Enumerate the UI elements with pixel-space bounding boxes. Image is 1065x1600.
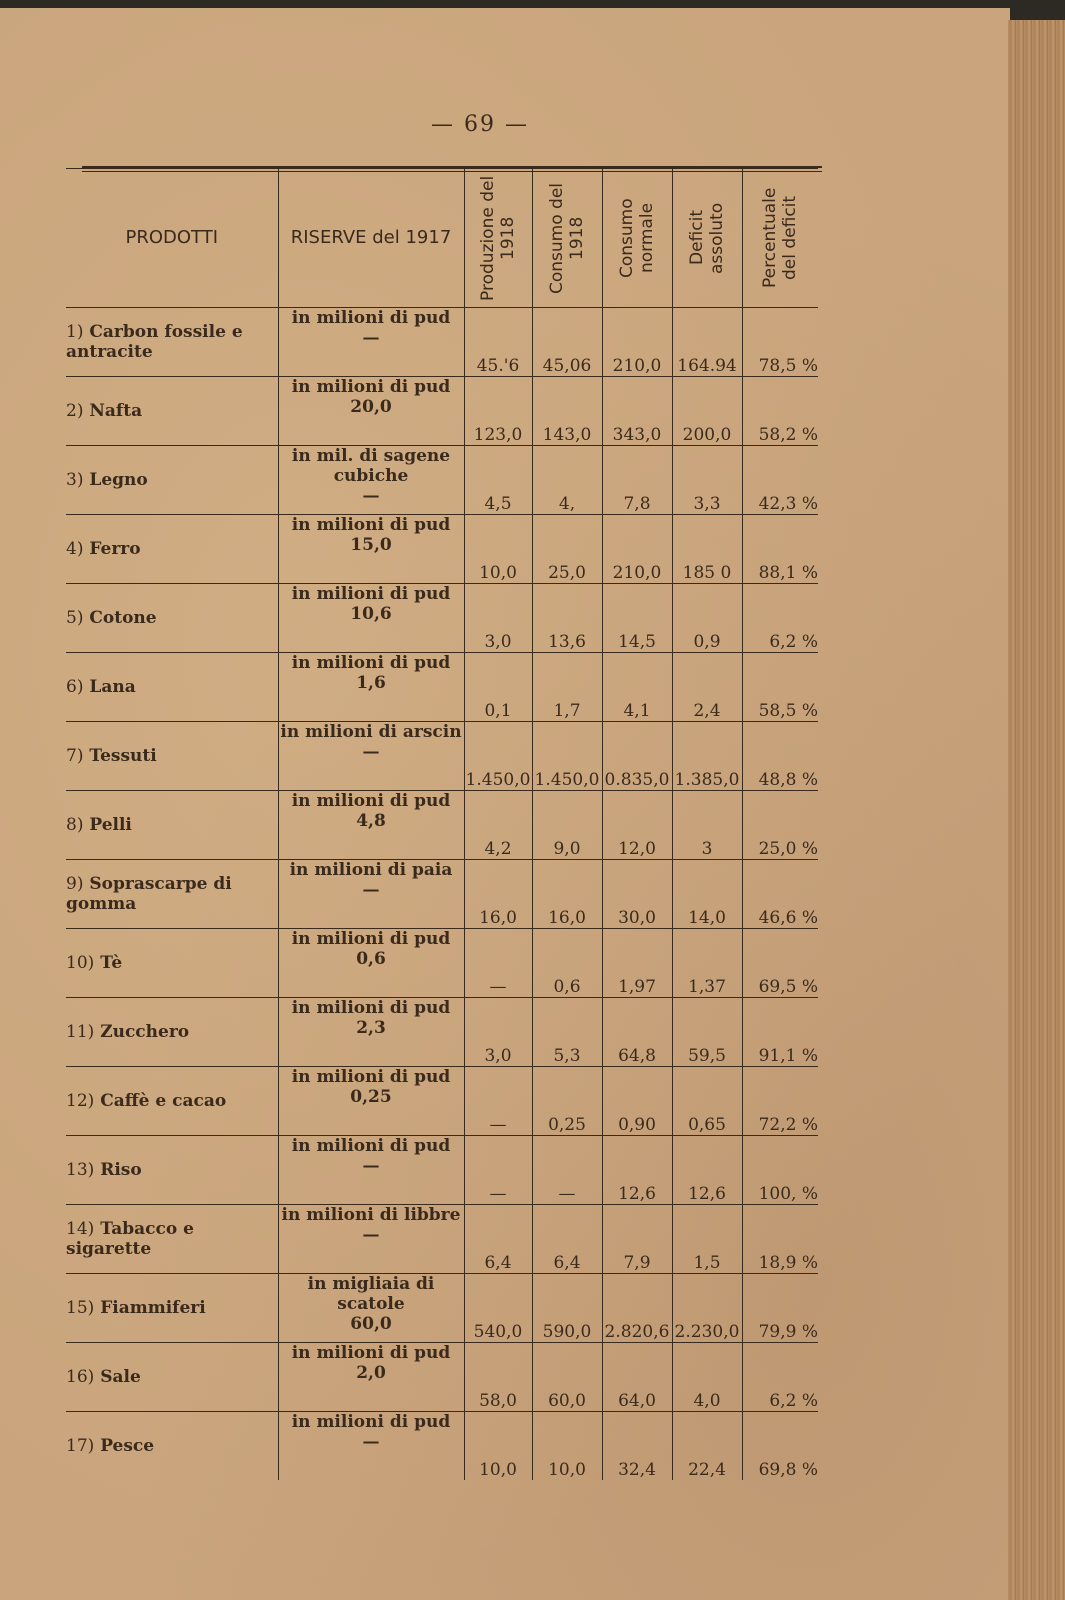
- reserve-value: 20,0: [350, 397, 392, 417]
- reserve-value: 2,3: [356, 1018, 386, 1038]
- deficit-cell: 3,3: [672, 446, 742, 515]
- product-name: Caffè e cacao: [100, 1091, 227, 1111]
- consumo-normale-cell: 1,97: [602, 929, 672, 998]
- consumo-1918-cell: 4,: [532, 446, 602, 515]
- reserve-unit: in milioni di pud: [291, 377, 451, 397]
- table-row: [66, 1205, 818, 1274]
- consumo-1918-cell: 25,0: [532, 515, 602, 584]
- reserve-unit: in milioni di pud: [291, 1136, 451, 1156]
- consumo-1918-cell: 10,0: [532, 1412, 602, 1481]
- percent-cell: 58,2 %: [742, 377, 818, 446]
- product-name: Nafta: [89, 401, 143, 421]
- produzione-cell: 6,4: [464, 1205, 532, 1274]
- reserve-unit: in milioni di pud: [291, 791, 451, 811]
- percent-cell: 48,8 %: [742, 722, 818, 791]
- reserve-cell: [278, 308, 464, 377]
- percent-cell: 18,9 %: [742, 1205, 818, 1274]
- row-number: 7): [66, 746, 84, 766]
- produzione-cell: 3,0: [464, 584, 532, 653]
- table-header: [66, 169, 818, 308]
- consumo-normale-cell: 0,90: [602, 1067, 672, 1136]
- percent-cell: 91,1 %: [742, 998, 818, 1067]
- product-cell: [66, 860, 278, 929]
- page-edge: [1008, 20, 1065, 1600]
- deficit-cell: 12,6: [672, 1136, 742, 1205]
- consumo-1918-cell: 1.450,0: [532, 722, 602, 791]
- product-name: Tè: [100, 953, 123, 973]
- deficit-cell: 185 0: [672, 515, 742, 584]
- reserve-cell: [278, 722, 464, 791]
- deficit-cell: 1,5: [672, 1205, 742, 1274]
- product-cell: [66, 1274, 278, 1343]
- table-row: [66, 584, 818, 653]
- deficit-cell: 4,0: [672, 1343, 742, 1412]
- deficit-cell: 0,65: [672, 1067, 742, 1136]
- produzione-cell: 3,0: [464, 998, 532, 1067]
- product-name: Lana: [89, 677, 136, 697]
- consumo-normale-cell: 32,4: [602, 1412, 672, 1481]
- product-name: Sale: [100, 1367, 141, 1387]
- product-cell: [66, 308, 278, 377]
- reserve-value: 2,0: [356, 1363, 386, 1383]
- reserve-unit: in milioni di libbre: [281, 1205, 461, 1225]
- reserve-value: —: [362, 742, 380, 762]
- reserve-unit: in milioni di pud: [291, 308, 451, 328]
- reserve-cell: [278, 1412, 464, 1481]
- reserve-cell: [278, 1274, 464, 1343]
- table-body: [66, 308, 818, 1481]
- reserve-value: —: [362, 880, 380, 900]
- consumo-1918-cell: 45,06: [532, 308, 602, 377]
- percent-cell: 46,6 %: [742, 860, 818, 929]
- product-cell: [66, 653, 278, 722]
- page-number: — 69 —: [431, 112, 529, 137]
- table-row: [66, 1412, 818, 1481]
- percent-cell: 25,0 %: [742, 791, 818, 860]
- deficit-cell: 2.230,0: [672, 1274, 742, 1343]
- table-row: [66, 1067, 818, 1136]
- reserve-cell: [278, 791, 464, 860]
- reserve-cell: [278, 446, 464, 515]
- row-number: 4): [66, 539, 84, 559]
- consumo-1918-cell: 0,25: [532, 1067, 602, 1136]
- percent-cell: 6,2 %: [742, 1343, 818, 1412]
- produzione-cell: 45.'6: [464, 308, 532, 377]
- product-cell: [66, 515, 278, 584]
- table-row: [66, 860, 818, 929]
- produzione-cell: 58,0: [464, 1343, 532, 1412]
- reserve-value: —: [362, 1156, 380, 1176]
- reserve-unit: in mil. di sagene cubiche: [291, 446, 451, 486]
- consumo-normale-cell: 7,9: [602, 1205, 672, 1274]
- reserve-unit: in milioni di pud: [291, 1412, 451, 1432]
- header-percentuale-deficit: Percentuale del deficit: [742, 169, 818, 308]
- reserve-cell: [278, 653, 464, 722]
- produzione-cell: 10,0: [464, 515, 532, 584]
- row-number: 13): [66, 1160, 95, 1180]
- row-number: 11): [66, 1022, 95, 1042]
- produzione-cell: 123,0: [464, 377, 532, 446]
- consumo-normale-cell: 4,1: [602, 653, 672, 722]
- row-number: 9): [66, 874, 84, 894]
- product-cell: [66, 722, 278, 791]
- row-number: 8): [66, 815, 84, 835]
- consumo-normale-cell: 7,8: [602, 446, 672, 515]
- product-cell: [66, 998, 278, 1067]
- deficit-cell: 1,37: [672, 929, 742, 998]
- table-row: [66, 1343, 818, 1412]
- percent-cell: 100, %: [742, 1136, 818, 1205]
- row-number: 17): [66, 1436, 95, 1456]
- consumo-normale-cell: 210,0: [602, 515, 672, 584]
- product-cell: [66, 1067, 278, 1136]
- table-row: [66, 998, 818, 1067]
- percent-cell: 72,2 %: [742, 1067, 818, 1136]
- product-name: Fiammiferi: [100, 1298, 206, 1318]
- table-row: [66, 722, 818, 791]
- row-number: 14): [66, 1219, 95, 1239]
- deficit-cell: 200,0: [672, 377, 742, 446]
- header-prodotti: PRODOTTI: [66, 169, 278, 308]
- reserve-cell: [278, 1205, 464, 1274]
- product-name: Cotone: [89, 608, 157, 628]
- row-number: 5): [66, 608, 84, 628]
- produzione-cell: 1.450,0: [464, 722, 532, 791]
- deficit-cell: 0,9: [672, 584, 742, 653]
- percent-cell: 79,9 %: [742, 1274, 818, 1343]
- consumo-normale-cell: 2.820,6: [602, 1274, 672, 1343]
- produzione-cell: —: [464, 1136, 532, 1205]
- consumo-normale-cell: 14,5: [602, 584, 672, 653]
- deficit-cell: 14,0: [672, 860, 742, 929]
- consumo-1918-cell: 9,0: [532, 791, 602, 860]
- reserve-value: 1,6: [356, 673, 386, 693]
- table-row: [66, 446, 818, 515]
- deficit-table: [66, 168, 818, 1480]
- product-name: Legno: [89, 470, 148, 490]
- deficit-cell: 22,4: [672, 1412, 742, 1481]
- consumo-normale-cell: 343,0: [602, 377, 672, 446]
- percent-cell: 58,5 %: [742, 653, 818, 722]
- product-cell: [66, 929, 278, 998]
- header-consumo-1918: Consumo del 1918: [532, 169, 602, 308]
- reserve-cell: [278, 1136, 464, 1205]
- consumo-1918-cell: 590,0: [532, 1274, 602, 1343]
- reserve-value: —: [362, 486, 380, 506]
- reserve-value: 0,25: [350, 1087, 392, 1107]
- consumo-1918-cell: 6,4: [532, 1205, 602, 1274]
- reserve-value: —: [362, 1225, 380, 1245]
- table-row: [66, 653, 818, 722]
- consumo-1918-cell: 0,6: [532, 929, 602, 998]
- consumo-normale-cell: 0.835,0: [602, 722, 672, 791]
- product-name: Riso: [100, 1160, 142, 1180]
- percent-cell: 42,3 %: [742, 446, 818, 515]
- reserve-unit: in milioni di pud: [291, 515, 451, 535]
- reserve-cell: [278, 1067, 464, 1136]
- product-name: Ferro: [89, 539, 141, 559]
- consumo-normale-cell: 12,0: [602, 791, 672, 860]
- product-cell: [66, 1343, 278, 1412]
- consumo-normale-cell: 64,8: [602, 998, 672, 1067]
- row-number: 3): [66, 470, 84, 490]
- reserve-value: —: [362, 328, 380, 348]
- percent-cell: 69,5 %: [742, 929, 818, 998]
- reserve-unit: in milioni di pud: [291, 1343, 451, 1363]
- reserve-unit: in milioni di pud: [291, 653, 451, 673]
- consumo-normale-cell: 30,0: [602, 860, 672, 929]
- reserve-cell: [278, 929, 464, 998]
- reserve-cell: [278, 860, 464, 929]
- row-number: 12): [66, 1091, 95, 1111]
- deficit-cell: 1.385,0: [672, 722, 742, 791]
- percent-cell: 78,5 %: [742, 308, 818, 377]
- header-produzione: Produzione del 1918: [464, 169, 532, 308]
- table-row: [66, 308, 818, 377]
- percent-cell: 69,8 %: [742, 1412, 818, 1481]
- reserve-value: —: [362, 1432, 380, 1452]
- reserve-unit: in milioni di pud: [291, 584, 451, 604]
- percent-cell: 88,1 %: [742, 515, 818, 584]
- product-name: Pesce: [100, 1436, 155, 1456]
- reserve-value: 10,6: [350, 604, 392, 624]
- deficit-cell: 2,4: [672, 653, 742, 722]
- product-name: Soprascarpe di gomma: [66, 874, 232, 914]
- product-name: Pelli: [89, 815, 132, 835]
- product-name: Tabacco e sigarette: [66, 1219, 194, 1259]
- reserve-unit: in milioni di paia: [289, 860, 453, 880]
- produzione-cell: —: [464, 929, 532, 998]
- product-cell: [66, 1205, 278, 1274]
- table-row: [66, 1136, 818, 1205]
- deficit-cell: 59,5: [672, 998, 742, 1067]
- row-number: 10): [66, 953, 95, 973]
- row-number: 6): [66, 677, 84, 697]
- consumo-normale-cell: 12,6: [602, 1136, 672, 1205]
- table-row: [66, 377, 818, 446]
- consumo-1918-cell: 143,0: [532, 377, 602, 446]
- reserve-cell: [278, 515, 464, 584]
- reserve-cell: [278, 998, 464, 1067]
- deficit-cell: 3: [672, 791, 742, 860]
- table-row: [66, 791, 818, 860]
- produzione-cell: 4,2: [464, 791, 532, 860]
- reserve-unit: in milioni di pud: [291, 1067, 451, 1087]
- percent-cell: 6,2 %: [742, 584, 818, 653]
- produzione-cell: 4,5: [464, 446, 532, 515]
- consumo-1918-cell: —: [532, 1136, 602, 1205]
- row-number: 16): [66, 1367, 95, 1387]
- reserve-value: 0,6: [356, 949, 386, 969]
- table-row: [66, 929, 818, 998]
- consumo-normale-cell: 210,0: [602, 308, 672, 377]
- product-name: Carbon fossile e antracite: [66, 322, 243, 362]
- produzione-cell: 16,0: [464, 860, 532, 929]
- reserve-unit: in milioni di pud: [291, 929, 451, 949]
- produzione-cell: 0,1: [464, 653, 532, 722]
- product-cell: [66, 1412, 278, 1481]
- reserve-unit: in migliaia di scatole: [307, 1274, 435, 1314]
- consumo-normale-cell: 64,0: [602, 1343, 672, 1412]
- reserve-value: 4,8: [356, 811, 386, 831]
- row-number: 1): [66, 322, 84, 342]
- product-name: Tessuti: [89, 746, 157, 766]
- reserve-cell: [278, 584, 464, 653]
- deficit-cell: 164.94: [672, 308, 742, 377]
- consumo-1918-cell: 5,3: [532, 998, 602, 1067]
- consumo-1918-cell: 60,0: [532, 1343, 602, 1412]
- table-row: [66, 515, 818, 584]
- reserve-unit: in milioni di arscin: [280, 722, 462, 742]
- row-number: 15): [66, 1298, 95, 1318]
- product-cell: [66, 791, 278, 860]
- product-cell: [66, 446, 278, 515]
- consumo-1918-cell: 13,6: [532, 584, 602, 653]
- produzione-cell: 540,0: [464, 1274, 532, 1343]
- row-number: 2): [66, 401, 84, 421]
- table-row: [66, 1274, 818, 1343]
- header-deficit-assoluto: Deficit assoluto: [672, 169, 742, 308]
- product-cell: [66, 1136, 278, 1205]
- book-page: [0, 8, 1010, 1600]
- reserve-value: 60,0: [350, 1314, 392, 1334]
- produzione-cell: —: [464, 1067, 532, 1136]
- reserve-cell: [278, 377, 464, 446]
- reserve-unit: in milioni di pud: [291, 998, 451, 1018]
- reserve-cell: [278, 1343, 464, 1412]
- produzione-cell: 10,0: [464, 1412, 532, 1481]
- header-riserve: RISERVE del 1917: [278, 169, 464, 308]
- header-consumo-normale: Consumo normale: [602, 169, 672, 308]
- consumo-1918-cell: 1,7: [532, 653, 602, 722]
- product-cell: [66, 377, 278, 446]
- product-name: Zucchero: [100, 1022, 190, 1042]
- reserve-value: 15,0: [350, 535, 392, 555]
- product-cell: [66, 584, 278, 653]
- consumo-1918-cell: 16,0: [532, 860, 602, 929]
